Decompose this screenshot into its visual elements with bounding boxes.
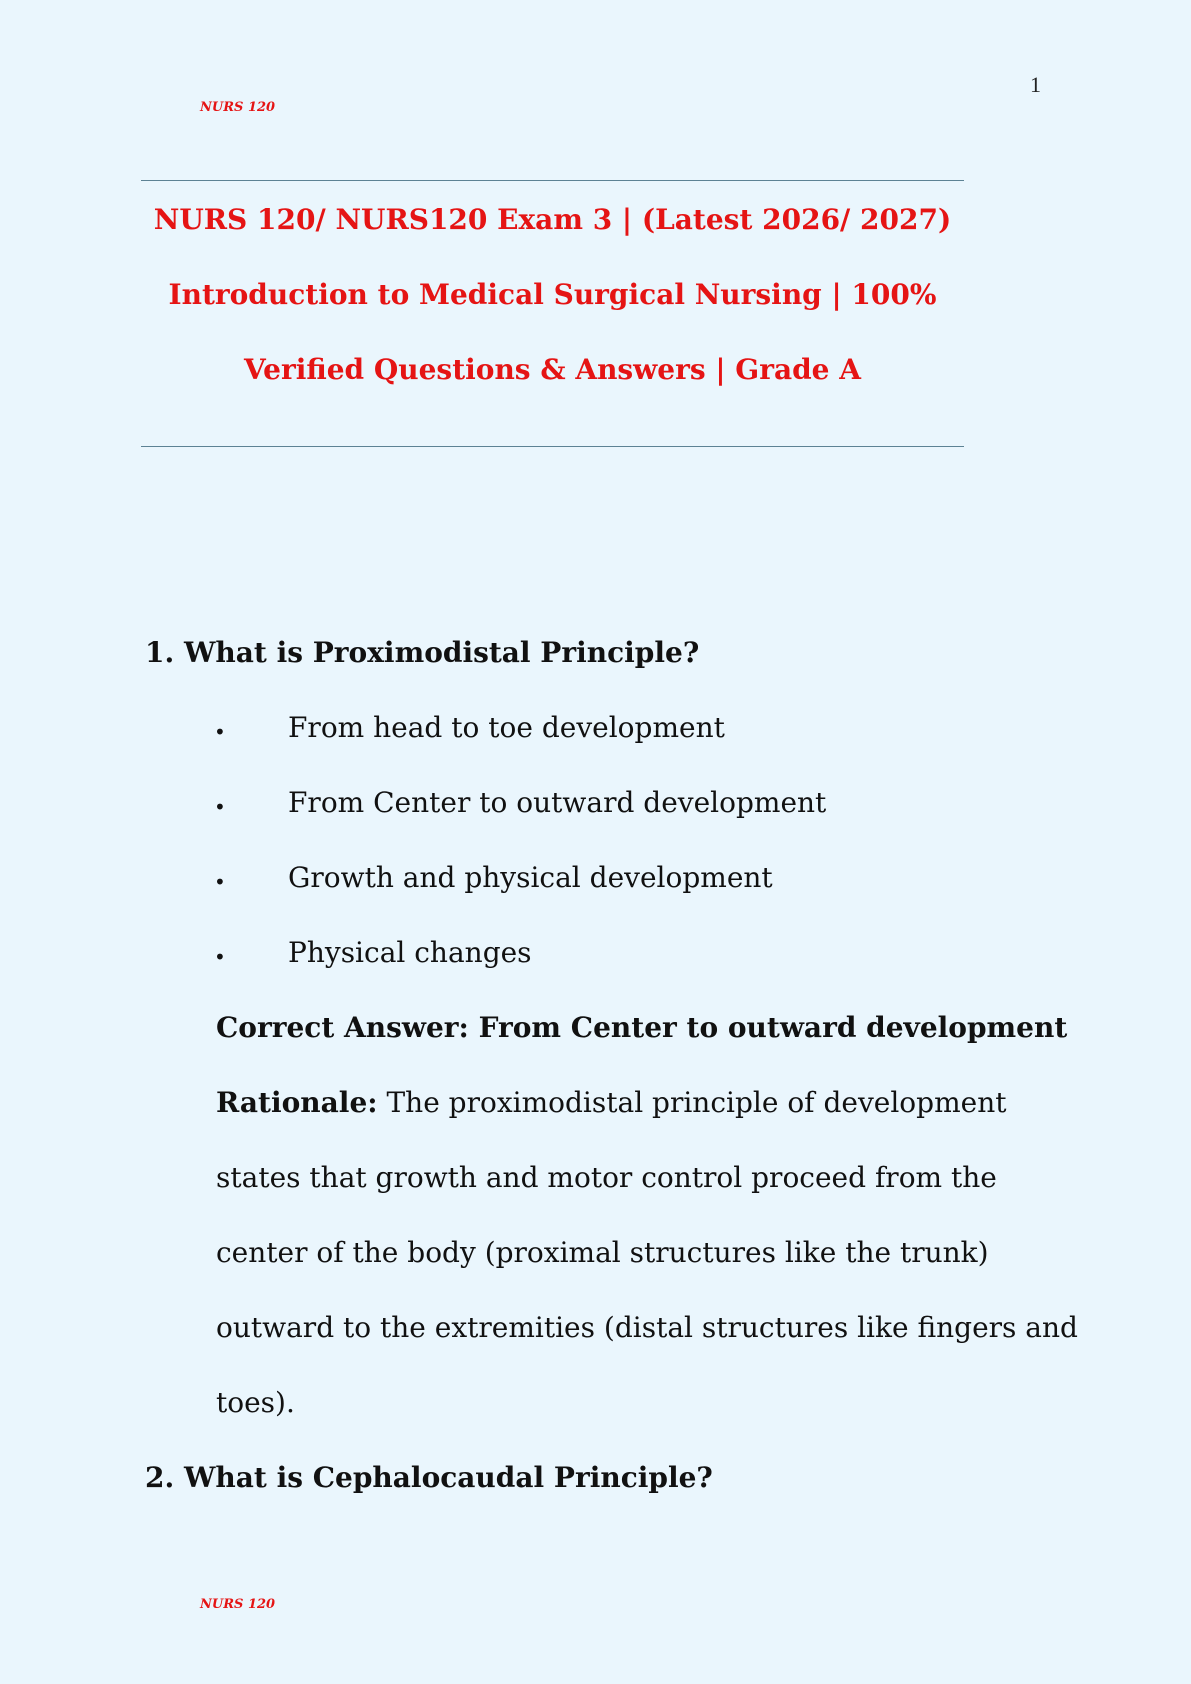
header-course-code: NURS 120 — [200, 100, 276, 115]
rationale-text: The proximodistal principle of development — [377, 1086, 1007, 1119]
question-1-rationale-line-2: states that growth and motor control proceed from the — [216, 1161, 997, 1194]
document-title-line-2: Introduction to Medical Surgical Nursing | 100% — [168, 278, 937, 311]
document-title-line-1: NURS 120/ NURS120 Exam 3 | (Latest 2026/ 2027) — [153, 203, 952, 236]
question-1-option-3: Growth and physical development — [288, 861, 773, 894]
question-1-option-2: From Center to outward development — [288, 786, 827, 819]
question-1-option-1: From head to toe development — [288, 711, 725, 744]
rationale-label: Rationale: — [216, 1086, 378, 1119]
question-1-rationale-line-1 — [216, 1086, 1006, 1119]
option-bullet: • — [214, 870, 226, 894]
question-1-rationale-line-3: center of the body (proximal structures like the trunk) — [216, 1236, 989, 1269]
footer-course-code: NURS 120 — [200, 1597, 276, 1612]
question-1-heading: 1. What is Proximodistal Principle? — [145, 636, 700, 669]
question-1-correct-answer: Correct Answer: From Center to outward development — [216, 1011, 1068, 1044]
option-bullet: • — [214, 795, 226, 819]
question-1-option-4: Physical changes — [288, 936, 532, 969]
title-top-rule — [141, 180, 964, 181]
document-title-line-3: Verified Questions & Answers | Grade A — [244, 353, 861, 386]
question-1-rationale-line-5: toes). — [216, 1386, 295, 1419]
question-2-heading: 2. What is Cephalocaudal Principle? — [145, 1461, 713, 1494]
question-1-rationale-line-4: outward to the extremities (distal structures like fingers and — [216, 1311, 1078, 1344]
option-bullet: • — [214, 945, 226, 969]
option-bullet: • — [214, 720, 226, 744]
title-bottom-rule — [141, 446, 964, 447]
page-number: 1 — [1030, 72, 1041, 97]
